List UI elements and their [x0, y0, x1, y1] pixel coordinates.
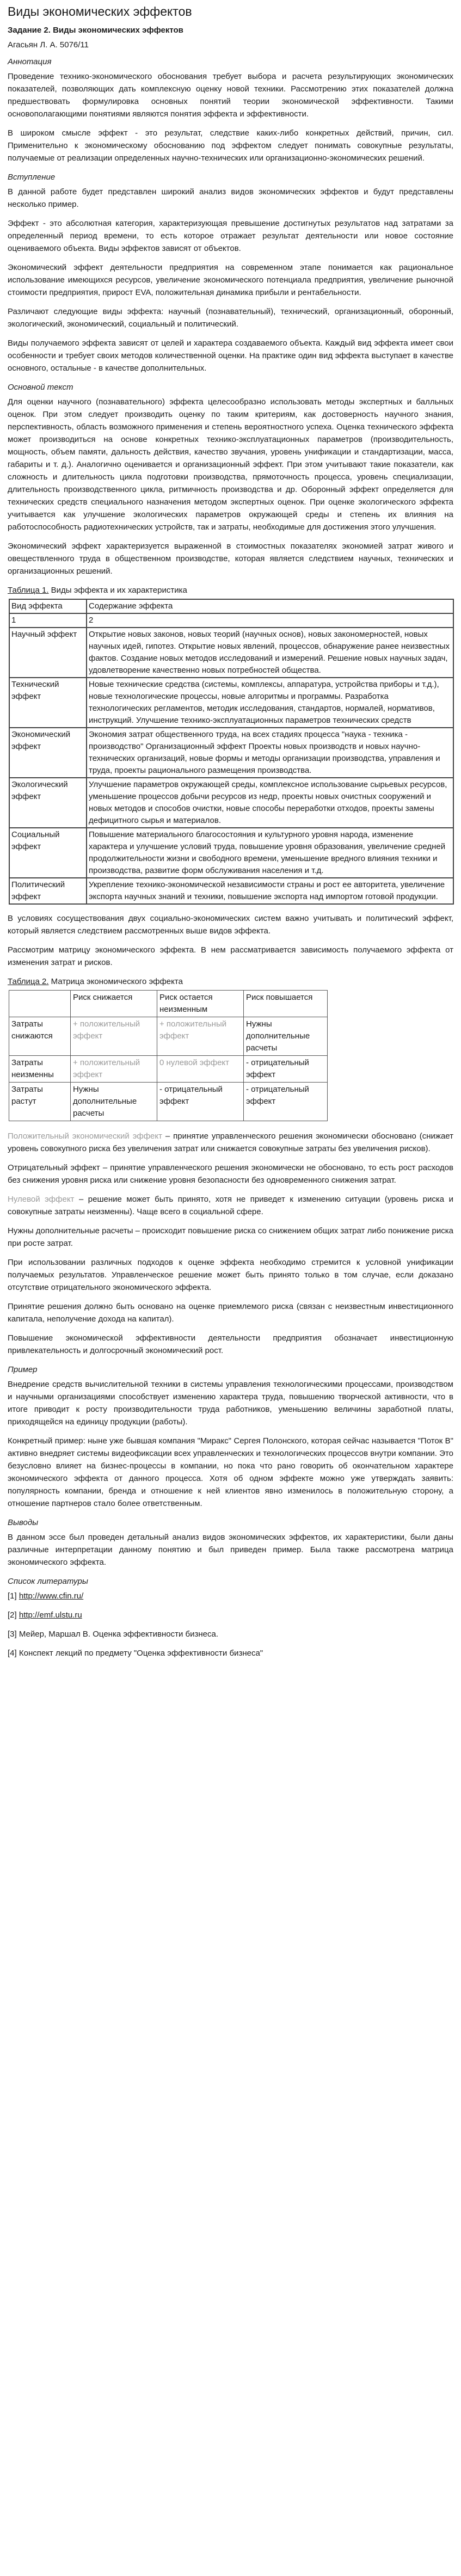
table-row	[9, 878, 453, 904]
section-example-heading: Пример	[8, 1365, 38, 1374]
paragraph: Нужны дополнительные расчеты – происходит повышение риска со снижением общих затрат либо понижение риска при росте затрат.	[8, 1226, 453, 1248]
paragraph-text: – принятие управленческого решения экономически обосновано (снижает уровень совокупного риска без увеличения затрат или снижается совокупные затраты без увеличения рисков).	[8, 1132, 454, 1153]
effect-matrix-table	[9, 990, 328, 1121]
section-main-heading: Основной текст	[8, 383, 73, 392]
effect-type-cell: Технический эффект	[9, 678, 87, 728]
effect-type-cell: Политический эффект	[9, 878, 87, 904]
paragraph: Различают следующие виды эффекта: научный (познавательный), технический, организационный, оборонный, экологический, экономический, социальный и политический.	[8, 307, 453, 329]
reference-number: [4]	[8, 1649, 19, 1658]
effect-content-cell: Открытие новых законов, новых теорий (научных основ), новых закономерностей, новых научных идей, гипотез. Открытие новых явлений, процессов, обнаружение ранее неизвестных фактов. Создание новых методов исследований и измерений. Решение новых научных задач, удовлетворение качественно новых потребностей общества.	[87, 628, 453, 678]
effect-type-cell: Экономический эффект	[9, 728, 87, 778]
effect-type-cell: Социальный эффект	[9, 828, 87, 878]
paragraph: Конкретный пример: ныне уже бывшая компания "Миракс" Сергея Полонского, которая сейчас называется "Поток В" активно внедряет системы видеофиксации всех управленческих и технологических процессов внутри компании. Это безусловно влияет на бизнес-процессы в компании, но пока что рано говорить об окончательном характере экономического эффекта от данного процесса. Хотя об одном эффекте можно уже утверждать заявить: популярность компании, бренда и отношение к ней клиентов явно изменилось в положительную сторону, а отношение партнеров стало более ответственным.	[8, 1436, 453, 1508]
matrix-row-label: Затраты снижаются	[9, 1017, 71, 1056]
table-header-cell: Вид эффекта	[9, 599, 87, 613]
matrix-cell: Нужны дополнительные расчеты	[71, 1083, 157, 1121]
table-row	[9, 828, 453, 878]
table-row	[9, 678, 453, 728]
table-header-cell	[9, 991, 71, 1017]
table2-caption-text: Матрица экономического эффекта	[48, 977, 183, 986]
author-line: Агасьян Л. А. 5076/11	[8, 40, 89, 50]
reference-text: Мейер, Маршал В. Оценка эффективности бизнеса.	[19, 1630, 219, 1639]
paragraph-text: – решение может быть принято, хотя не приведет к изменению ситуации (уровень риска и совокупные затраты неизменны). Чаще всего в социальной сфере.	[8, 1195, 453, 1216]
paragraph: Проведение технико-экономического обоснования требует выбора и расчета результирующих экономических показателей, позволяющих дать комплексную оценку новой техники. Рассмотрению этих показателей должна предшествовать формулировка основных понятий теории экономической эффективности. Такими основополагающими понятиями являются понятия эффекта и эффективности.	[8, 72, 453, 119]
paragraph: Повышение экономической эффективности деятельности предприятия обозначает инвестиционную привлекательность и долгосрочный экономический рост.	[8, 1333, 453, 1355]
table-row	[9, 628, 453, 678]
paragraph: При использовании различных подходов к оценке эффекта необходимо стремится к условной унификации получаемых результатов. Управленческое решение может быть принято только в том случае, если доказано отсутствие отрицательного экономического эффекта.	[8, 1258, 453, 1292]
matrix-cell: 0 нулевой эффект	[157, 1056, 244, 1083]
table-row	[9, 728, 453, 778]
reference-item	[8, 1609, 453, 1621]
table-header-row	[9, 599, 453, 613]
table-row	[9, 1083, 328, 1121]
paragraph: В широком смысле эффект - это результат, следствие каких-либо конкретных действий, причин, сил. Применительно к экономическому обоснованию под эффектом следует понимать совокупные результаты, получаемые от реализации определенных научно-технических или организационно-экономических решений.	[8, 128, 453, 163]
matrix-cell: - отрицательный эффект	[244, 1083, 328, 1121]
table-header-cell: Риск снижается	[71, 991, 157, 1017]
reference-link[interactable]: http://www.cfin.ru/	[19, 1591, 84, 1601]
table2-caption-label: Таблица 2.	[8, 977, 49, 986]
effect-content-cell: Повышение материального благосостояния и культурного уровня народа, изменение характера и улучшение условий труда, повышение уровня образования, увеличение средней продолжительности жизни и свободного времени, уменьшение вредного влияния техники и производства, развитие форм обслуживания населения и т.д.	[87, 828, 453, 878]
table-cell: 2	[87, 613, 453, 628]
section-intro-heading: Вступление	[8, 173, 56, 182]
table1-caption-text: Виды эффекта и их характеристика	[48, 586, 187, 595]
matrix-row-label: Затраты неизменны	[9, 1056, 71, 1083]
table1-caption	[8, 584, 453, 597]
reference-item	[8, 1590, 453, 1602]
reference-text: Конспект лекций по предмету "Оценка эффективности бизнеса"	[19, 1649, 263, 1658]
paragraph: В условиях сосуществования двух социально-экономических систем важно учитывать и политический эффект, который является следствием рассмотренных выше видов эффекта.	[8, 914, 453, 936]
paragraph: Экономический эффект характеризуется выраженной в стоимостных показателях экономией затрат живого и овеществленного труда в общественном производстве, которая является следствием научных, технических и организационных решений.	[8, 542, 453, 576]
table2-caption	[8, 975, 453, 988]
positive-effect-term: Положительный экономический эффект	[8, 1132, 162, 1141]
table-header-cell: Риск повышается	[244, 991, 328, 1017]
table-row	[9, 1017, 328, 1056]
effect-content-cell: Новые технические средства (системы, комплексы, аппаратура, устройства приборы и т.д.), новые технологические процессы, новые алгоритмы и программы. Разработка технологических регламентов, методик исследования, стандартов, нормалей, нормативов, инструкций. Улучшение технико-эксплуатационных параметров технических средств	[87, 678, 453, 728]
matrix-cell: + положительный эффект	[71, 1056, 157, 1083]
table-row	[9, 778, 453, 828]
paragraph	[8, 1193, 453, 1218]
paragraph: Для оценки научного (познавательного) эффекта целесообразно использовать методы экспертных и балльных оценок. При этом следует производить оценку по таким критериям, как достоверность научного знания, перспективность, область возможного применения и степень вероятностного успеха. Оценка технического эффекта может производиться на основе конкретных технико-эксплуатационных параметров (производительность, мощность, объем памяти, дальность действия, качество звучания, уровень унификации и стандартизации, масса, габариты и т. д.). Аналогично оценивается и организационный эффект. При этом учитывают такие показатели, как сложность и длительность цикла подготовки производства, прямоточность процесса, уровень специализации, длительность производственного цикла, ритмичность производства и др. Оборонный эффект определяется для технических средств специального назначения методом экспертных оценок. При оценке экологического эффекта учитывается как улучшение экологических параметров окружающей среды и степень их влияния на работоспособность радиотехнических устройств, так и затраты, необходимые для достижения этого улучшения.	[8, 397, 453, 532]
matrix-cell: + положительный эффект	[157, 1017, 244, 1056]
table1-caption-label: Таблица 1.	[8, 586, 49, 595]
effect-content-cell: Укрепление технико-экономической независимости страны и рост ее авторитета, увеличение экспорта научных знаний и техники, повышение экспорта над импортом готовой продукции.	[87, 878, 453, 904]
section-literature-heading: Список литературы	[8, 1577, 88, 1586]
matrix-cell: - отрицательный эффект	[157, 1083, 244, 1121]
matrix-cell: + положительный эффект	[71, 1017, 157, 1056]
reference-item	[8, 1628, 453, 1640]
table-number-row	[9, 613, 453, 628]
table-header-cell: Содержание эффекта	[87, 599, 453, 613]
effects-table	[9, 599, 454, 905]
reference-item	[8, 1647, 453, 1659]
reference-number: [3]	[8, 1630, 19, 1639]
table-row	[9, 1056, 328, 1083]
paragraph: В данном эссе был проведен детальный анализ видов экономических эффектов, их характеристики, были даны различные интерпретации данному понятию и был приведен пример. Была также рассмотрена матрица экономического эффекта.	[8, 1533, 453, 1567]
paragraph: Эффект - это абсолютная категория, характеризующая превышение достигнутых результатов над затратами за определенный период времени, то есть которое отражает результат деятельности или новое состояние оцениваемого объекта. Виды эффектов зависят от объектов.	[8, 219, 453, 253]
effect-content-cell: Улучшение параметров окружающей среды, комплексное использование сырьевых ресурсов, уменьшение процессов добычи ресурсов из недр, проекты новых очистных сооружений и новых методов и способов очистки, новые способы переработки отходов, проекты замены дефицитного сырья и материалов.	[87, 778, 453, 828]
table-header-cell: Риск остается неизменным	[157, 991, 244, 1017]
task-heading: Задание 2. Виды экономических эффектов	[8, 26, 183, 35]
paragraph: Виды получаемого эффекта зависят от целей и характера создаваемого объекта. Каждый вид эффекта имеет свои особенности и требует своих методов количественной оценки. На практике один вид эффекта выступает в качестве основного, остальные - в качестве дополнительных.	[8, 339, 453, 373]
reference-number: [1]	[8, 1591, 19, 1601]
effect-content-cell: Экономия затрат общественного труда, на всех стадиях процесса "наука - техника - производство" Организационный эффект Проекты новых производств и новых научно-технических организаций, новые формы и методы организации производства, управления и труда, проекты рационального размещения производства.	[87, 728, 453, 778]
matrix-row-label: Затраты растут	[9, 1083, 71, 1121]
paragraph: Внедрение средств вычислительной техники в системы управления технологическими процессами, производством и научными организациями способствует изменению характера труда, повышению творческой активности, что в итоге приводит к росту производительности труда работников, уменьшению величины заработной платы, приходящейся на единицу продукции (работы).	[8, 1380, 453, 1427]
page-title: Виды экономических эффектов	[8, 4, 192, 19]
table-header-row	[9, 991, 328, 1017]
section-annotation-heading: Аннотация	[8, 57, 52, 66]
document	[0, 3, 461, 1688]
reference-link[interactable]: http://emf.ulstu.ru	[19, 1610, 82, 1620]
paragraph: Экономический эффект деятельности предприятия на современном этапе понимается как рациональное использование имеющихся ресурсов, увеличение экономического потенциала предприятия, увеличение рыночной стоимости предприятия, прирост EVA, положительная динамика прибыли и рентабельности.	[8, 263, 453, 297]
paragraph: Отрицательный эффект – принятие управленческого решения экономически не обосновано, то есть рост расходов без снижения уровня риска или снижение уровня безопасности без одновременного снижения затрат.	[8, 1163, 453, 1185]
section-conclusions-heading: Выводы	[8, 1518, 39, 1527]
paragraph: В данной работе будет представлен широкий анализ видов экономических эффектов и будут представлены несколько пример.	[8, 187, 453, 209]
paragraph	[8, 1130, 453, 1155]
effect-type-cell: Научный эффект	[9, 628, 87, 678]
zero-effect-term: Нулевой эффект	[8, 1195, 75, 1204]
matrix-cell: - отрицательный эффект	[244, 1056, 328, 1083]
paragraph: Принятие решения должно быть основано на оценке приемлемого риска (связан с неизвестным инвестиционного капитала, неполучение дохода на капитал).	[8, 1302, 453, 1324]
reference-number: [2]	[8, 1610, 19, 1620]
paragraph: Рассмотрим матрицу экономического эффекта. В нем рассматривается зависимость получаемого эффекта от изменения затрат и рисков.	[8, 945, 453, 967]
matrix-cell: Нужны дополнительные расчеты	[244, 1017, 328, 1056]
effect-type-cell: Экологический эффект	[9, 778, 87, 828]
table-cell: 1	[9, 613, 87, 628]
